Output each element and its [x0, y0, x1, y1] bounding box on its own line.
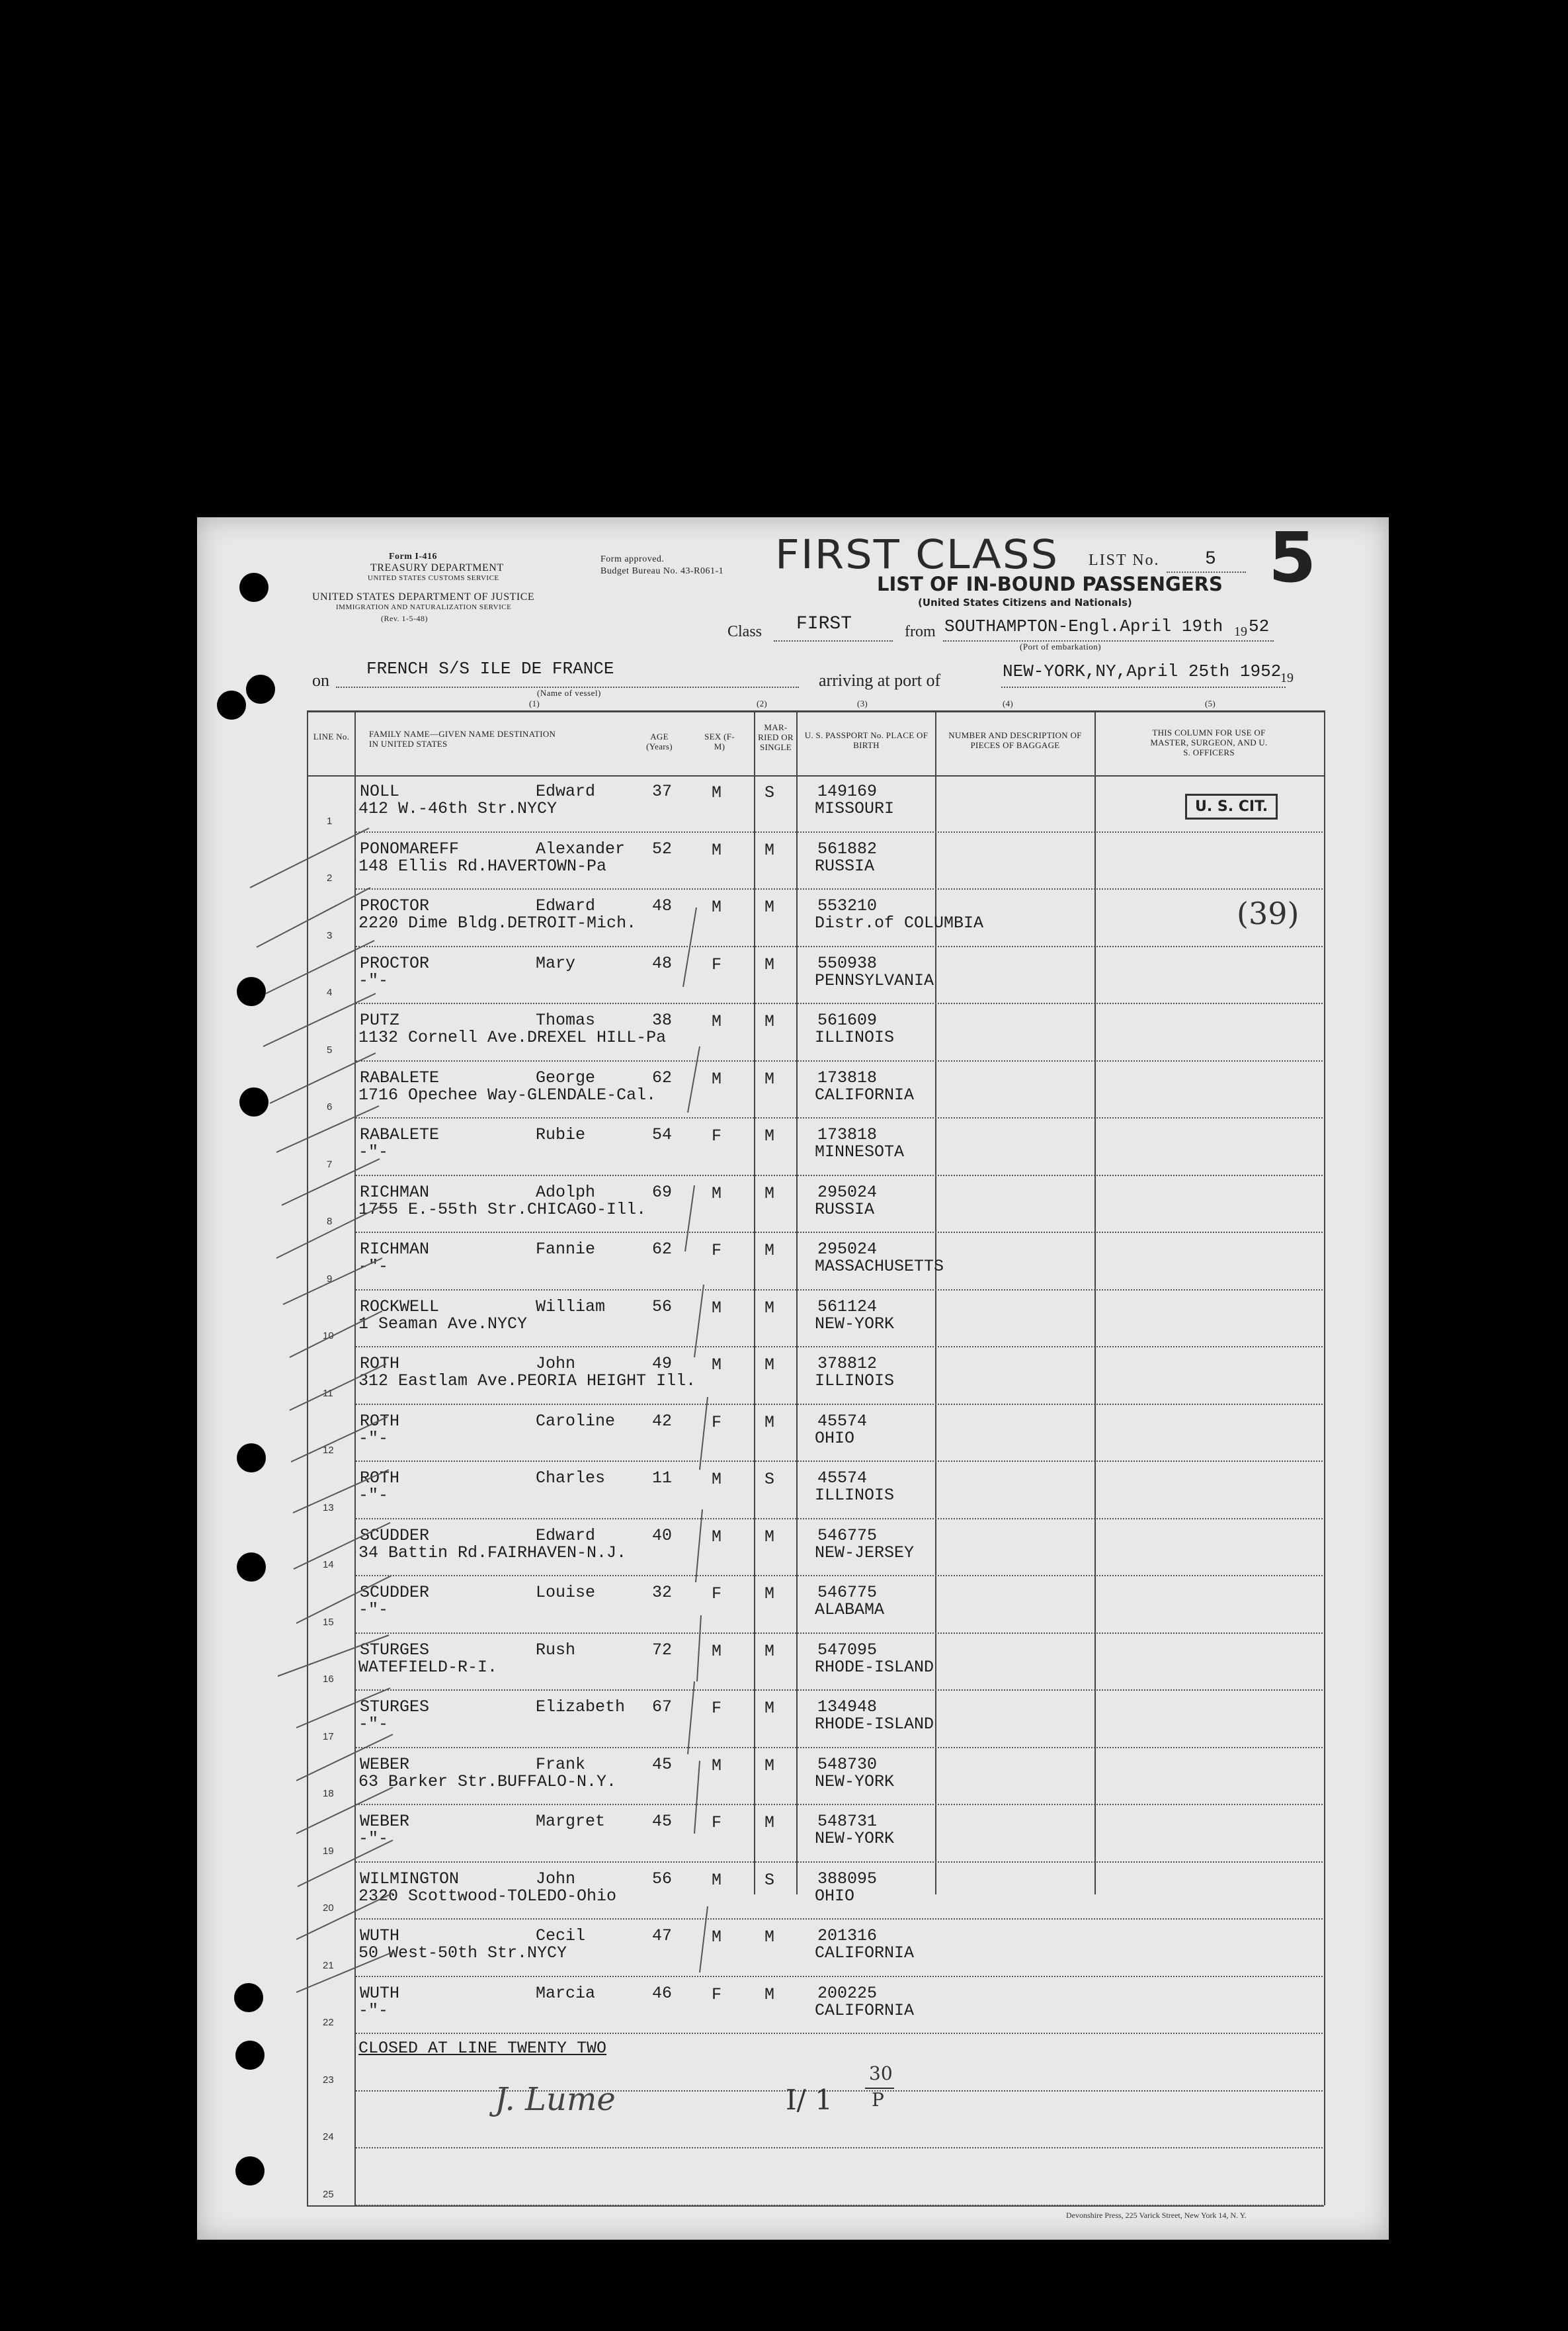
- passenger-passport-no: 295024: [817, 1182, 878, 1202]
- passenger-family-name: ROCKWELL: [360, 1296, 440, 1316]
- closing-line: CLOSED AT LINE TWENTY TWO: [358, 2039, 607, 2058]
- line-number: 2: [327, 872, 333, 884]
- passenger-family-name: SCUDDER: [360, 1583, 430, 1602]
- passenger-family-name: ROTH: [360, 1411, 400, 1431]
- passenger-passport-no: 546775: [817, 1525, 878, 1545]
- passenger-given-name: Elizabeth: [536, 1697, 626, 1716]
- passenger-family-name: PROCTOR: [360, 896, 430, 915]
- passenger-given-name: Charles: [536, 1468, 606, 1488]
- passenger-passport-no: 173818: [817, 1125, 878, 1144]
- passenger-marital-status: M: [764, 1298, 775, 1318]
- revision: (Rev. 1-5-48): [381, 614, 429, 623]
- vessel-note: (Name of vessel): [537, 688, 601, 698]
- passenger-birthplace: NEW-YORK: [815, 1314, 895, 1334]
- passenger-marital-status: M: [764, 1527, 775, 1547]
- passenger-sex: F: [712, 954, 722, 974]
- passenger-marital-status: M: [764, 1641, 775, 1661]
- passenger-destination: -"-: [358, 1600, 389, 1619]
- passenger-birthplace: NEW-JERSEY: [815, 1543, 915, 1562]
- line-number: 15: [323, 1616, 334, 1628]
- passenger-marital-status: M: [764, 898, 775, 917]
- passenger-destination: 312 Eastlam Ave.PEORIA HEIGHT Ill.: [358, 1371, 696, 1390]
- passenger-age: 45: [652, 1754, 673, 1774]
- passenger-given-name: Fannie: [536, 1240, 596, 1259]
- line-number: 20: [323, 1902, 334, 1914]
- from-year-prefix: 19: [1234, 624, 1247, 639]
- handwritten-mark: I/ 1: [786, 2084, 833, 2116]
- passenger-birthplace: RUSSIA: [815, 1199, 875, 1219]
- passenger-passport-no: 200225: [817, 1983, 878, 2003]
- passenger-destination: 63 Barker Str.BUFFALO-N.Y.: [358, 1771, 617, 1791]
- passenger-destination: -"-: [358, 1829, 389, 1848]
- passenger-family-name: WUTH: [360, 1926, 400, 1945]
- line-number: 1: [327, 815, 333, 827]
- passenger-age: 67: [652, 1697, 673, 1716]
- line-number: 10: [323, 1330, 334, 1341]
- line-number: 5: [327, 1044, 333, 1056]
- passenger-destination: 1755 E.-55th Str.CHICAGO-Ill.: [358, 1199, 647, 1219]
- passenger-destination: -"-: [358, 1257, 389, 1276]
- signature: J. Lume: [495, 2081, 616, 2118]
- passenger-marital-status: M: [764, 954, 775, 974]
- passenger-passport-no: 548730: [817, 1754, 878, 1774]
- passenger-sex: M: [712, 783, 722, 802]
- passenger-birthplace: MISSOURI: [815, 799, 895, 818]
- passenger-age: 38: [652, 1011, 673, 1030]
- passenger-passport-no: 550938: [817, 953, 878, 973]
- passenger-family-name: RICHMAN: [360, 1182, 430, 1202]
- passenger-age: 37: [652, 782, 673, 801]
- passenger-marital-status: M: [764, 1355, 775, 1375]
- passenger-family-name: STURGES: [360, 1697, 430, 1716]
- passenger-age: 62: [652, 1068, 673, 1087]
- col-age: AGE (Years): [646, 732, 673, 751]
- line-number: 19: [323, 1845, 334, 1857]
- line-number: 23: [323, 2074, 334, 2086]
- passenger-marital-status: M: [764, 1984, 775, 2004]
- passenger-birthplace: CALIFORNIA: [815, 1085, 915, 1105]
- passenger-family-name: RICHMAN: [360, 1240, 430, 1259]
- passenger-sex: M: [712, 898, 722, 917]
- passenger-age: 49: [652, 1354, 673, 1373]
- handwritten-count: (39): [1237, 896, 1300, 931]
- passenger-given-name: Louise: [536, 1583, 596, 1602]
- passenger-family-name: PONOMAREFF: [360, 839, 460, 859]
- passenger-age: 52: [652, 839, 673, 859]
- on-label: on: [312, 671, 329, 690]
- passenger-age: 54: [652, 1125, 673, 1144]
- passenger-family-name: WILMINGTON: [360, 1869, 460, 1888]
- passenger-destination: -"-: [358, 1486, 389, 1505]
- passenger-birthplace: RHODE-ISLAND: [815, 1715, 934, 1734]
- line-number: 12: [323, 1445, 334, 1456]
- passenger-age: 45: [652, 1812, 673, 1831]
- passenger-birthplace: CALIFORNIA: [815, 2000, 915, 2020]
- passenger-birthplace: ILLINOIS: [815, 1371, 895, 1390]
- passenger-destination: 1716 Opechee Way-GLENDALE-Cal.: [358, 1085, 657, 1105]
- passenger-passport-no: 561124: [817, 1296, 878, 1316]
- passenger-age: 56: [652, 1296, 673, 1316]
- from-year: 52: [1249, 616, 1270, 636]
- passenger-passport-no: 547095: [817, 1640, 878, 1660]
- passenger-age: 11: [652, 1468, 673, 1488]
- passenger-marital-status: M: [764, 1069, 775, 1089]
- passenger-sex: M: [712, 1470, 722, 1489]
- passenger-destination: 1 Seaman Ave.NYCY: [358, 1314, 528, 1334]
- us-cit-stamp: U. S. CIT.: [1185, 794, 1278, 820]
- col-num-3: (3): [857, 699, 868, 708]
- passenger-marital-status: M: [764, 840, 775, 860]
- list-no-value: 5: [1205, 549, 1216, 570]
- passenger-given-name: Edward: [536, 896, 596, 915]
- customs-service: UNITED STATES CUSTOMS SERVICE: [368, 574, 499, 582]
- passenger-marital-status: S: [764, 1470, 775, 1489]
- passenger-age: 48: [652, 953, 673, 973]
- list-big-number: 5: [1268, 517, 1317, 598]
- passenger-sex: F: [712, 1241, 722, 1260]
- passenger-age: 47: [652, 1926, 673, 1945]
- budget-bureau: Budget Bureau No. 43-R061-1: [600, 566, 724, 576]
- ins-service: IMMIGRATION AND NATURALIZATION SERVICE: [336, 603, 512, 611]
- passenger-passport-no: 45574: [817, 1468, 868, 1488]
- form-approved: Form approved.: [600, 554, 665, 564]
- passenger-marital-status: M: [764, 1928, 775, 1947]
- passenger-passport-no: 45574: [817, 1411, 868, 1431]
- passenger-family-name: ROTH: [360, 1354, 400, 1373]
- col-married: MAR-RIED OR SINGLE: [758, 722, 794, 752]
- passenger-destination: -"-: [358, 1142, 389, 1162]
- line-number: 11: [323, 1387, 333, 1399]
- passenger-age: 40: [652, 1525, 673, 1545]
- passenger-passport-no: 546775: [817, 1583, 878, 1602]
- arriving-label: arriving at port of: [819, 671, 941, 690]
- col-officers: THIS COLUMN FOR USE OF MASTER, SURGEON, AND U. S. OFFICERS: [1150, 728, 1268, 757]
- list-no-label: LIST No.: [1089, 552, 1160, 569]
- passenger-age: 42: [652, 1411, 673, 1431]
- col-passport: U. S. PASSPORT No. PLACE OF BIRTH: [804, 730, 928, 750]
- passenger-destination: -"-: [358, 970, 389, 990]
- passenger-birthplace: CALIFORNIA: [815, 1943, 915, 1963]
- passenger-passport-no: 134948: [817, 1697, 878, 1716]
- passenger-sex: M: [712, 1756, 722, 1775]
- passenger-destination: 2320 Scottwood-TOLEDO-Ohio: [358, 1886, 617, 1906]
- passenger-birthplace: OHIO: [815, 1886, 855, 1906]
- passenger-family-name: RABALETE: [360, 1125, 440, 1144]
- col-num-4: (4): [1003, 699, 1014, 708]
- passenger-marital-status: M: [764, 1699, 775, 1718]
- form-number: Form I-416: [389, 552, 438, 562]
- passenger-birthplace: RHODE-ISLAND: [815, 1657, 934, 1677]
- passenger-birthplace: MINNESOTA: [815, 1142, 905, 1162]
- passenger-destination: 412 W.-46th Str.NYCY: [358, 799, 557, 818]
- passenger-given-name: John: [536, 1869, 576, 1888]
- passenger-marital-status: M: [764, 1756, 775, 1775]
- passenger-marital-status: M: [764, 1813, 775, 1832]
- passenger-passport-no: 548731: [817, 1812, 878, 1831]
- col-sex: SEX (F-M): [704, 732, 735, 751]
- passenger-birthplace: OHIO: [815, 1428, 855, 1448]
- passenger-passport-no: 201316: [817, 1926, 878, 1945]
- passenger-passport-no: 149169: [817, 782, 878, 801]
- line-number: 21: [323, 1959, 334, 1971]
- passenger-given-name: George: [536, 1068, 596, 1087]
- passenger-given-name: Caroline: [536, 1411, 616, 1431]
- passenger-given-name: John: [536, 1354, 576, 1373]
- passenger-given-name: Edward: [536, 782, 596, 801]
- passenger-sex: M: [712, 1298, 722, 1318]
- passenger-marital-status: M: [764, 1584, 775, 1603]
- list-title: LIST OF IN-BOUND PASSENGERS: [877, 573, 1223, 595]
- passenger-given-name: Edward: [536, 1525, 596, 1545]
- passenger-destination: -"-: [358, 1715, 389, 1734]
- passenger-sex: M: [712, 1012, 722, 1031]
- passenger-age: 32: [652, 1583, 673, 1602]
- line-number: 4: [327, 987, 333, 998]
- passenger-destination: 2220 Dime Bldg.DETROIT-Mich.: [358, 913, 637, 933]
- passenger-family-name: RABALETE: [360, 1068, 440, 1087]
- passenger-given-name: William: [536, 1296, 606, 1316]
- passenger-sex: M: [712, 1183, 722, 1203]
- passenger-birthplace: ILLINOIS: [815, 1486, 895, 1505]
- passenger-birthplace: PENNSYLVANIA: [815, 970, 934, 990]
- line-number: 3: [327, 929, 333, 941]
- line-number: 8: [327, 1216, 333, 1227]
- passenger-passport-no: 561609: [817, 1011, 878, 1030]
- justice-dept: UNITED STATES DEPARTMENT OF JUSTICE: [312, 591, 535, 603]
- passenger-destination: 34 Battin Rd.FAIRHAVEN-N.J.: [358, 1543, 627, 1562]
- passenger-passport-no: 295024: [817, 1240, 878, 1259]
- passenger-birthplace: Distr.of COLUMBIA: [815, 913, 984, 933]
- class-label: Class: [727, 623, 763, 640]
- passenger-birthplace: NEW-YORK: [815, 1829, 895, 1848]
- passenger-family-name: ROTH: [360, 1468, 400, 1488]
- printer-imprint: Devonshire Press, 225 Varick Street, New York 14, N. Y.: [1066, 2211, 1247, 2220]
- first-class-stamp: FIRST CLASS: [775, 531, 1059, 579]
- passenger-given-name: Rush: [536, 1640, 576, 1660]
- passenger-marital-status: M: [764, 1241, 775, 1260]
- passenger-family-name: WUTH: [360, 1983, 400, 2003]
- passenger-marital-status: M: [764, 1126, 775, 1146]
- col-num-1: (1): [529, 699, 540, 708]
- passenger-given-name: Margret: [536, 1812, 606, 1831]
- passenger-sex: F: [712, 1126, 722, 1146]
- passenger-sex: M: [712, 1355, 722, 1375]
- passenger-sex: M: [712, 1527, 722, 1547]
- passenger-destination: 1132 Cornell Ave.DREXEL HILL-Pa: [358, 1028, 667, 1047]
- passenger-marital-status: S: [764, 1870, 775, 1890]
- col-num-5: (5): [1205, 699, 1216, 708]
- passenger-given-name: Alexander: [536, 839, 626, 859]
- passenger-age: 56: [652, 1869, 673, 1888]
- line-number: 16: [323, 1674, 334, 1685]
- passenger-given-name: Mary: [536, 953, 576, 973]
- treasury-dept: TREASURY DEPARTMENT: [370, 562, 504, 573]
- passenger-birthplace: ALABAMA: [815, 1600, 885, 1619]
- passenger-sex: F: [712, 1984, 722, 2004]
- passenger-age: 69: [652, 1182, 673, 1202]
- passenger-given-name: Thomas: [536, 1011, 596, 1030]
- passenger-sex: F: [712, 1813, 722, 1832]
- passenger-age: 72: [652, 1640, 673, 1660]
- line-number: 18: [323, 1788, 334, 1799]
- passenger-passport-no: 553210: [817, 896, 878, 915]
- col-baggage: NUMBER AND DESCRIPTION OF PIECES OF BAGGAGE: [948, 730, 1082, 750]
- passenger-birthplace: ILLINOIS: [815, 1028, 895, 1047]
- class-value: FIRST: [796, 614, 852, 634]
- col-num-2: (2): [757, 699, 768, 708]
- handwritten-fraction-bottom: P: [872, 2089, 884, 2111]
- embark-note: (Port of embarkation): [1020, 642, 1102, 652]
- passenger-passport-no: 388095: [817, 1869, 878, 1888]
- passenger-sex: M: [712, 1870, 722, 1890]
- passenger-given-name: Rubie: [536, 1125, 586, 1144]
- passenger-family-name: PUTZ: [360, 1011, 400, 1030]
- passenger-family-name: SCUDDER: [360, 1525, 430, 1545]
- line-number: 14: [323, 1559, 334, 1570]
- vessel-name: FRENCH S/S ILE DE FRANCE: [366, 659, 614, 679]
- check-strokes: [197, 517, 1389, 2240]
- manifest-page: [197, 517, 1389, 2240]
- arriving-year-prefix: 19: [1280, 671, 1294, 685]
- passenger-family-name: STURGES: [360, 1640, 430, 1660]
- line-number: 7: [327, 1158, 333, 1170]
- passenger-destination: 50 West-50th Str.NYCY: [358, 1943, 567, 1963]
- line-number: 25: [323, 2188, 334, 2200]
- passenger-age: 62: [652, 1240, 673, 1259]
- passenger-marital-status: M: [764, 1412, 775, 1432]
- passenger-birthplace: RUSSIA: [815, 856, 875, 876]
- from-value: SOUTHAMPTON-Engl.April 19th: [944, 616, 1223, 636]
- line-number: 17: [323, 1730, 334, 1742]
- line-number: 24: [323, 2131, 334, 2142]
- passenger-marital-status: M: [764, 1012, 775, 1031]
- col-line-no: LINE No.: [313, 732, 350, 742]
- passenger-given-name: Adolph: [536, 1182, 596, 1202]
- passenger-given-name: Frank: [536, 1754, 586, 1774]
- passenger-destination: -"-: [358, 2000, 389, 2020]
- passenger-passport-no: 561882: [817, 839, 878, 859]
- passenger-passport-no: 378812: [817, 1354, 878, 1373]
- line-number: 22: [323, 2017, 334, 2028]
- passenger-given-name: Cecil: [536, 1926, 586, 1945]
- passenger-destination: 148 Ellis Rd.HAVERTOWN-Pa: [358, 856, 607, 876]
- passenger-family-name: PROCTOR: [360, 953, 430, 973]
- passenger-age: 48: [652, 896, 673, 915]
- line-number: 9: [327, 1273, 333, 1285]
- passenger-age: 46: [652, 1983, 673, 2003]
- passenger-family-name: WEBER: [360, 1754, 410, 1774]
- passenger-given-name: Marcia: [536, 1983, 596, 2003]
- passenger-sex: F: [712, 1584, 722, 1603]
- line-number: 13: [323, 1502, 334, 1513]
- passenger-sex: M: [712, 840, 722, 860]
- passenger-family-name: NOLL: [360, 782, 400, 801]
- passenger-sex: F: [712, 1699, 722, 1718]
- passenger-destination: -"-: [358, 1428, 389, 1448]
- passenger-birthplace: NEW-YORK: [815, 1771, 895, 1791]
- passenger-sex: M: [712, 1069, 722, 1089]
- passenger-family-name: WEBER: [360, 1812, 410, 1831]
- passenger-birthplace: MASSACHUSETTS: [815, 1257, 944, 1276]
- passenger-marital-status: M: [764, 1183, 775, 1203]
- line-number: 6: [327, 1101, 333, 1113]
- passenger-destination: WATEFIELD-R-I.: [358, 1657, 498, 1677]
- passenger-sex: M: [712, 1641, 722, 1661]
- passenger-passport-no: 173818: [817, 1068, 878, 1087]
- passenger-sex: M: [712, 1928, 722, 1947]
- col-name: FAMILY NAME—GIVEN NAME DESTINATION IN UNITED STATES: [369, 729, 556, 749]
- from-label: from: [905, 623, 936, 640]
- arriving-value: NEW-YORK,NY,April 25th 1952: [1003, 661, 1282, 681]
- passenger-sex: F: [712, 1412, 722, 1432]
- passenger-marital-status: S: [764, 783, 775, 802]
- handwritten-fraction-top: 30: [869, 2062, 893, 2084]
- list-subtitle: (United States Citizens and Nationals): [918, 597, 1132, 609]
